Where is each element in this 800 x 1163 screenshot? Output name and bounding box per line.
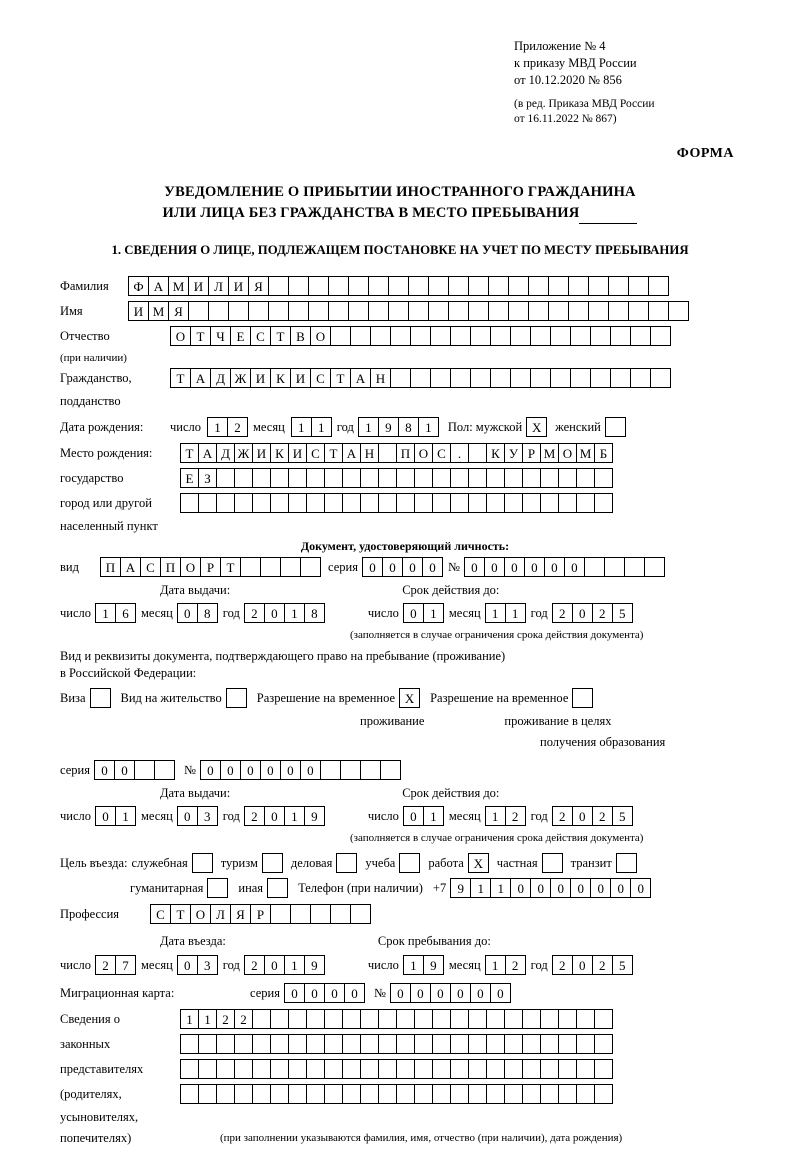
permit-valid-year-input[interactable]: 2 0 2 5: [552, 806, 632, 826]
stay-year-label: год: [530, 957, 548, 972]
surname-input[interactable]: Ф А М И Л И Я: [128, 276, 668, 296]
identity-doc-title: Документ, удостоверяющий личность:: [300, 539, 510, 553]
permit-issue-year-input[interactable]: 2 0 1 9: [244, 806, 324, 826]
purpose-humanitarian-checkbox[interactable]: [207, 878, 228, 898]
purpose-label: Цель въезда:: [60, 855, 128, 870]
legal-rep-row-4: [60, 1083, 750, 1105]
mc-series-label: серия: [250, 985, 280, 1000]
purpose-tourism-checkbox[interactable]: [262, 853, 283, 873]
patronymic-row: [60, 325, 750, 347]
birthplace-input-row-1[interactable]: Т А Д Ж И К И С Т А Н П О С . К У Р М О М Б: [180, 443, 612, 463]
edu-residence-label-3: получения образования: [540, 734, 666, 749]
title-blank-line: [579, 209, 637, 224]
birth-year-input[interactable]: 1 9 8 1: [358, 417, 438, 437]
citizenship-input[interactable]: Т А Д Ж И К И С Т А Н: [170, 368, 670, 388]
purpose-other-checkbox[interactable]: [267, 878, 288, 898]
edu-residence-label-1: Разрешение на временное: [430, 690, 569, 705]
permit-limited-note: (заполняется в случае ограничения срока действия документа): [350, 832, 644, 844]
legal-rep-label-5: усыновителях,: [60, 1109, 139, 1124]
permit-type-sub-row-2: [60, 733, 750, 751]
edu-residence-checkbox[interactable]: [572, 688, 593, 708]
doc-dates-row: [60, 602, 750, 624]
permit-number-input[interactable]: 0 0 0 0 0 0: [200, 760, 400, 780]
mc-number-input[interactable]: 0 0 0 0 0 0: [390, 983, 510, 1003]
page-title: [0, 182, 800, 224]
temp-residence-checkbox[interactable]: X: [399, 688, 420, 708]
header-line-5: от 16.11.2022 № 867): [514, 113, 617, 126]
legal-rep-label-3: представителях: [60, 1061, 144, 1076]
legal-rep-label-6: попечителях): [60, 1130, 132, 1145]
permit-issue-year-label: год: [222, 808, 240, 823]
stay-day-label: число: [367, 957, 399, 972]
doc-issue-month-input[interactable]: 0 8: [177, 603, 217, 623]
purpose-row: [60, 852, 750, 874]
legal-rep-row-3: [60, 1058, 750, 1080]
doc-limited-note: (заполняется в случае ограничения срока действия документа): [350, 629, 644, 641]
name-row: [60, 300, 750, 322]
doc-issue-year-input[interactable]: 2 0 1 8: [244, 603, 324, 623]
doc-valid-month-label: месяц: [448, 605, 481, 620]
stay-year-input[interactable]: 2 0 2 5: [552, 955, 632, 975]
permit-valid-year-label: год: [530, 808, 548, 823]
purpose-transit-checkbox[interactable]: [616, 853, 637, 873]
legal-rep-input-3[interactable]: [180, 1059, 612, 1079]
mc-number-label: №: [373, 985, 386, 1000]
doc-kind-label: вид: [60, 559, 79, 574]
legal-rep-input-1[interactable]: 1 1 2 2: [180, 1009, 612, 1029]
birthplace-input-row-2[interactable]: Е З: [180, 468, 612, 488]
entry-month-input[interactable]: 0 3: [177, 955, 217, 975]
birthplace-row-2: [60, 467, 750, 489]
doc-number-label: №: [447, 559, 460, 574]
doc-valid-until-label: Срок действия до:: [402, 582, 500, 597]
header-line-3: от 10.12.2020 № 856: [514, 72, 622, 87]
mc-series-input[interactable]: 0 0 0 0: [284, 983, 364, 1003]
doc-issue-year-label: год: [222, 605, 240, 620]
surname-label: Фамилия: [60, 278, 109, 293]
doc-series-label: серия: [328, 559, 358, 574]
doc-valid-month-input[interactable]: 1 1: [485, 603, 525, 623]
header-line-1: Приложение № 4: [514, 39, 606, 53]
residence-permit-checkbox[interactable]: [226, 688, 247, 708]
purpose-business-label: деловая: [290, 855, 333, 870]
purpose-other-label: иная: [238, 880, 264, 895]
footer-note: (при заполнении указываются фамилия, имя, отчество (при наличии), дата рождения): [220, 1132, 623, 1144]
doc-valid-year-label: год: [530, 605, 548, 620]
doc-series-input[interactable]: 0 0 0 0: [362, 557, 442, 577]
birthplace-sub-label-1: государство: [60, 470, 124, 485]
permit-type-sub-row-1: [60, 712, 750, 730]
section-1-heading: 1. СВЕДЕНИЯ О ЛИЦЕ, ПОДЛЕЖАЩЕМ ПОСТАНОВКЕ НА УЧЕТ ПО МЕСТУ ПРЕБЫВАНИЯ: [111, 243, 689, 257]
purpose-humanitarian-label: гуманитарная: [130, 880, 204, 895]
permit-issue-day-input[interactable]: 0 1: [95, 806, 135, 826]
permit-limited-note-row: [60, 830, 750, 846]
citizenship-row: [60, 367, 750, 389]
sex-female-label: женский: [555, 419, 601, 434]
legal-rep-label-5-row: [60, 1108, 750, 1126]
purpose-official-checkbox[interactable]: [192, 853, 213, 873]
legal-rep-input-2[interactable]: [180, 1034, 612, 1054]
document-header: [514, 38, 734, 128]
birth-year-label: год: [336, 419, 354, 434]
purpose-transit-label: транзит: [570, 855, 612, 870]
sex-female-checkbox[interactable]: [605, 417, 626, 437]
doc-kind-input[interactable]: П А С П О Р Т: [100, 557, 320, 577]
entry-month-label: месяц: [141, 957, 173, 972]
doc-valid-day-input[interactable]: 0 1: [403, 603, 443, 623]
temp-residence-label-2: проживание: [360, 713, 425, 728]
phone-prefix: +7: [432, 880, 447, 895]
page-title-line-2: ИЛИ ЛИЦА БЕЗ ГРАЖДАНСТВА В МЕСТО ПРЕБЫВАНИЯ: [162, 205, 580, 222]
citizenship-label: Гражданство,: [60, 370, 132, 385]
permit-title-1: Вид и реквизиты документа, подтверждающего право на пребывание (проживание): [60, 649, 506, 663]
birth-day-input[interactable]: 1 2: [207, 417, 247, 437]
patronymic-note-row: [60, 350, 750, 366]
birth-day-label: число: [170, 419, 202, 434]
doc-issue-day-input[interactable]: 1 6: [95, 603, 135, 623]
legal-rep-label-4: (родителях,: [60, 1086, 122, 1101]
migration-card-row: [60, 982, 750, 1004]
residence-permit-label: Вид на жительство: [120, 690, 222, 705]
birth-month-input[interactable]: 1 1: [291, 417, 331, 437]
entry-day-input[interactable]: 2 7: [95, 955, 135, 975]
visa-checkbox[interactable]: [90, 688, 111, 708]
forma-label: ФОРМА: [676, 146, 734, 161]
sex-male-checkbox[interactable]: X: [526, 417, 547, 437]
birthplace-sub-label-3-row: [60, 517, 750, 535]
phone-input[interactable]: 9 1 1 0 0 0 0 0 0 0: [450, 878, 650, 898]
permit-series-input[interactable]: 0 0: [94, 760, 174, 780]
permit-issue-month-label: месяц: [141, 808, 173, 823]
stay-until-label: Срок пребывания до:: [377, 933, 491, 948]
header-line-4: (в ред. Приказа МВД России: [514, 97, 655, 110]
patronymic-note: (при наличии): [60, 352, 127, 364]
edu-residence-label-2: проживание в целях: [504, 713, 612, 728]
purpose-private-checkbox[interactable]: [542, 853, 563, 873]
legal-rep-input-4[interactable]: [180, 1084, 612, 1104]
purpose-work-checkbox[interactable]: X: [468, 853, 489, 873]
surname-row: [60, 275, 750, 297]
legal-rep-row-2: [60, 1033, 750, 1055]
legal-rep-label-1: Сведения о: [60, 1011, 120, 1026]
doc-issue-day-label: число: [60, 605, 92, 620]
birthplace-input-row-3[interactable]: [180, 493, 612, 513]
permit-valid-until-label: Срок действия до:: [402, 785, 500, 800]
birthplace-sub-label-2: город или другой: [60, 495, 152, 510]
birth-month-label: месяц: [253, 419, 285, 434]
doc-issue-date-label: Дата выдачи:: [160, 582, 231, 597]
entry-year-input[interactable]: 2 0 1 9: [244, 955, 324, 975]
permit-valid-day-label: число: [367, 808, 399, 823]
permit-number-label: №: [183, 762, 196, 777]
patronymic-label: Отчество: [60, 328, 110, 343]
doc-kind-row: [60, 556, 750, 578]
sex-male-label: Пол: мужской: [447, 419, 523, 434]
purpose-study-checkbox[interactable]: [399, 853, 420, 873]
permit-issue-date-label: Дата выдачи:: [160, 785, 231, 800]
entry-dates-label-row: [60, 931, 750, 951]
legal-rep-label-2: законных: [60, 1036, 111, 1051]
purpose-tourism-label: туризм: [220, 855, 258, 870]
legal-rep-label-6-row: [60, 1129, 750, 1147]
temp-residence-label: Разрешение на временное: [256, 690, 396, 705]
birthplace-row-3: [60, 492, 750, 514]
profession-input[interactable]: С Т О Л Я Р: [150, 904, 370, 924]
purpose-official-label: служебная: [131, 855, 188, 870]
birthdate-row: [60, 416, 750, 438]
birthplace-label: Место рождения:: [60, 445, 153, 460]
form-body: [60, 275, 750, 1150]
doc-issue-month-label: месяц: [141, 605, 173, 620]
permit-issue-day-label: число: [60, 808, 92, 823]
stay-day-input[interactable]: 1 9: [403, 955, 443, 975]
visa-label: Виза: [60, 690, 86, 705]
permit-valid-day-input[interactable]: 0 1: [403, 806, 443, 826]
birthdate-label: Дата рождения:: [60, 419, 144, 434]
birthplace-row-1: [60, 442, 750, 464]
patronymic-input[interactable]: О Т Ч Е С Т В О: [170, 326, 670, 346]
page-title-line-1: УВЕДОМЛЕНИЕ О ПРИБЫТИИ ИНОСТРАННОГО ГРАЖДАНИНА: [164, 184, 636, 200]
entry-dates-row: [60, 954, 750, 976]
purpose-work-label: работа: [428, 855, 464, 870]
permit-series-label: серия: [60, 762, 90, 777]
stay-month-input[interactable]: 1 2: [485, 955, 525, 975]
permit-issue-month-input[interactable]: 0 3: [177, 806, 217, 826]
doc-valid-day-label: число: [367, 605, 399, 620]
permit-dates-label-row: [60, 784, 750, 802]
name-label: Имя: [60, 303, 83, 318]
migration-card-label: Миграционная карта:: [60, 985, 175, 1000]
stay-month-label: месяц: [448, 957, 481, 972]
permit-dates-row: [60, 805, 750, 827]
permit-title-2: в Российской Федерации:: [60, 666, 197, 680]
citizenship-label-2: подданство: [60, 393, 121, 408]
doc-number-input[interactable]: 0 0 0 0 0 0: [464, 557, 664, 577]
birthplace-sub-label-3: населенный пункт: [60, 518, 158, 533]
header-line-2: к приказу МВД России: [514, 55, 637, 70]
permit-valid-month-label: месяц: [448, 808, 481, 823]
doc-dates-label-row: [60, 581, 750, 599]
purpose-private-label: частная: [496, 855, 538, 870]
entry-day-label: число: [60, 957, 92, 972]
profession-row: [60, 903, 750, 925]
doc-valid-year-input[interactable]: 2 0 2 5: [552, 603, 632, 623]
purpose-study-label: учеба: [365, 855, 396, 870]
purpose-business-checkbox[interactable]: [336, 853, 357, 873]
entry-date-label: Дата въезда:: [160, 933, 226, 948]
name-input[interactable]: И М Я: [128, 301, 688, 321]
entry-year-label: год: [222, 957, 240, 972]
phone-label: Телефон (при наличии): [298, 880, 423, 895]
purpose-row-2: [60, 877, 750, 899]
permit-type-row: [60, 687, 750, 709]
profession-label: Профессия: [60, 906, 120, 921]
citizenship-label2-row: [60, 392, 750, 410]
permit-valid-month-input[interactable]: 1 2: [485, 806, 525, 826]
legal-rep-row-1: [60, 1008, 750, 1030]
doc-limited-note-row: [60, 627, 750, 643]
permit-series-row: [60, 759, 750, 781]
